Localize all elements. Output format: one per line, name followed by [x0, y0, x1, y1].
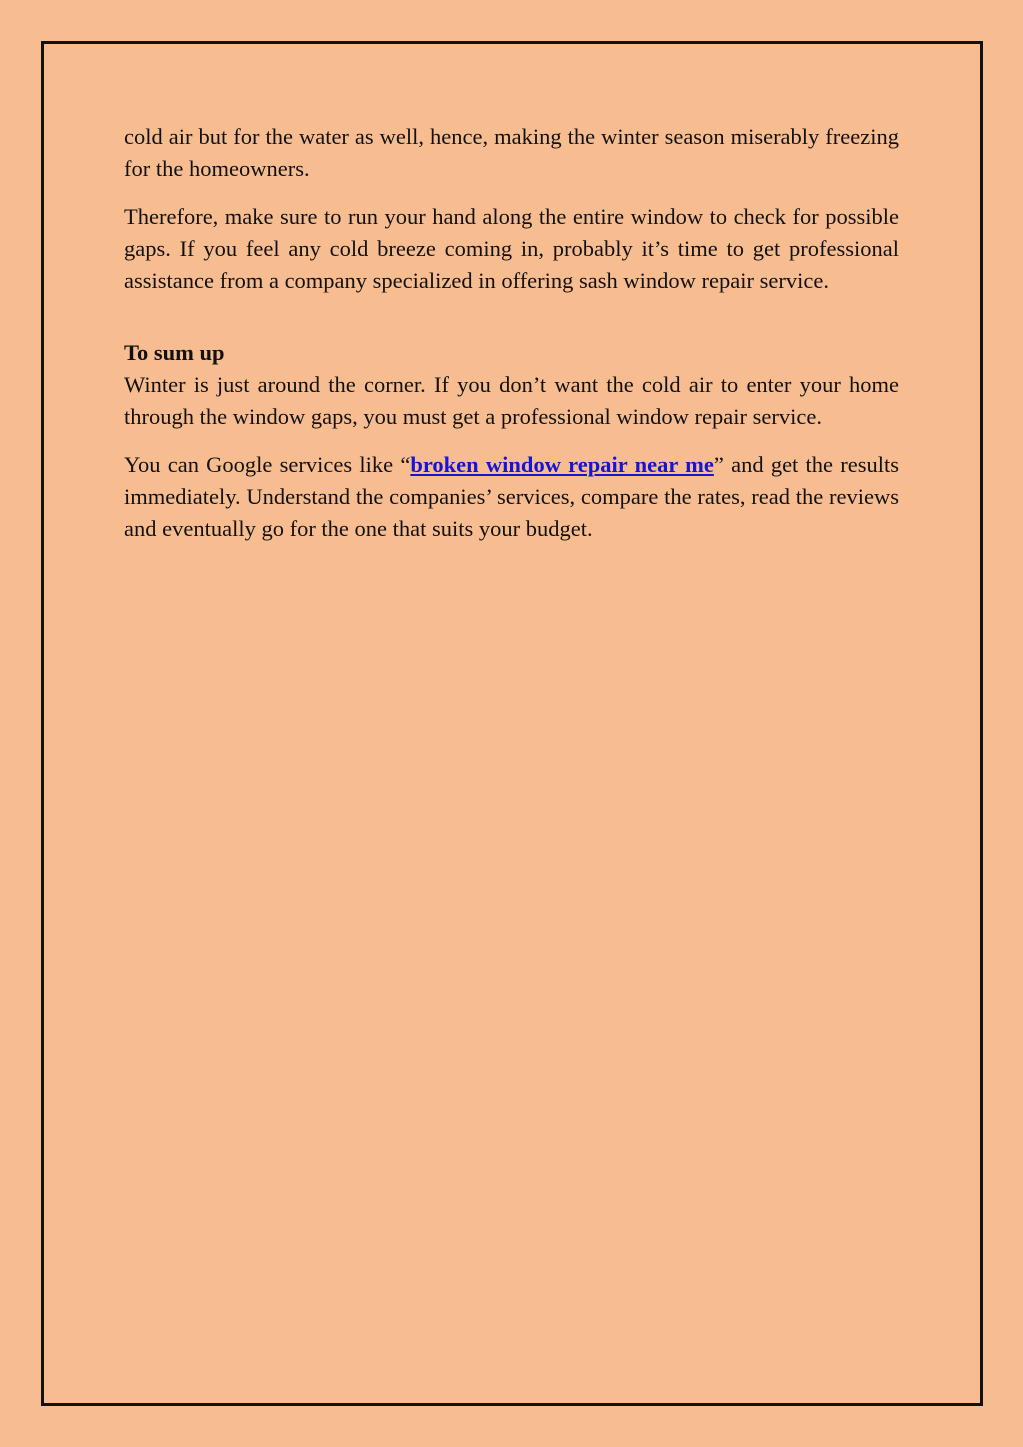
paragraph: cold air but for the water as well, hence, making the winter season miserably freezing for the homeowners. [124, 124, 899, 181]
paragraph: Therefore, make sure to run your hand along the entire window to check for possible gaps. If you feel any cold breeze coming in, probably it’s time to get professional assistance from a company specialized in offering sash window repair service. [124, 204, 899, 293]
paragraph-with-link [124, 449, 899, 545]
paragraph: Winter is just around the corner. If you don’t want the cold air to enter your home through the window gaps, you must get a professional window repair service. [124, 372, 899, 429]
section-heading: To sum up [124, 340, 225, 365]
paragraph-text-before-link: You can Google services like “ [124, 452, 411, 477]
broken-window-repair-link[interactable]: broken window repair near me [410, 452, 714, 477]
paragraph-text-after-link: ” and get the results immediately. Understand the companies’ services, compare the rates, read the reviews and eventually go for the one that suits your budget. [124, 452, 900, 541]
document-body [124, 121, 899, 545]
